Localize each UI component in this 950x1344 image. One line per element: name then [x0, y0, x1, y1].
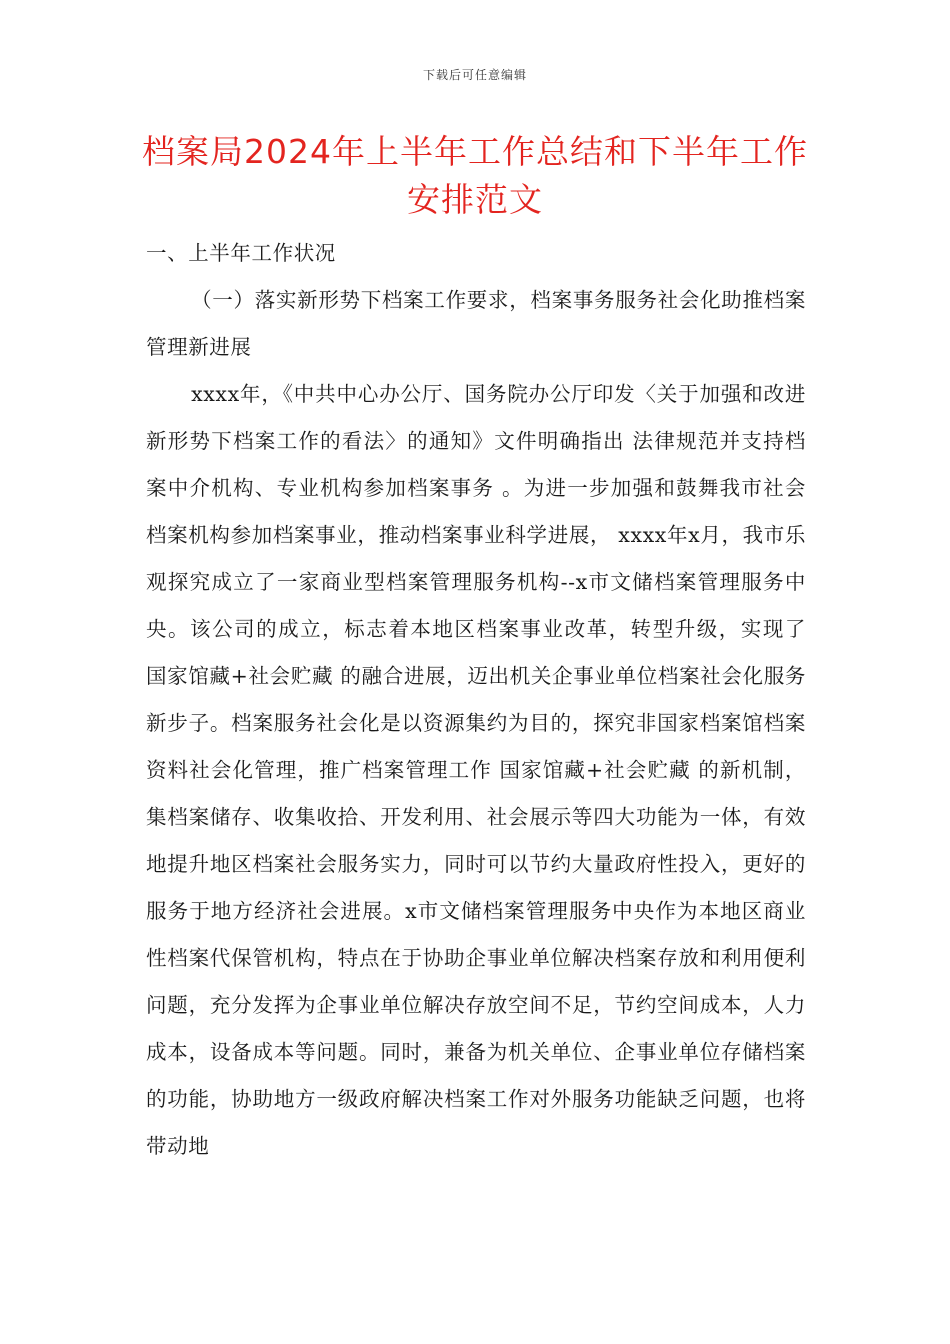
document-title: 档案局2024年上半年工作总结和下半年工作安排范文 [142, 132, 808, 219]
section-heading: 一、上半年工作状况 [146, 241, 336, 265]
subsection-heading: （一）落实新形势下档案工作要求，档案事务服务社会化助推档案管理新进展 [146, 288, 806, 359]
document-body [146, 230, 806, 1170]
body-paragraph: xxxx年，《中共中心办公厅、国务院办公厅印发〈关于加强和改进新形势下档案工作的看法〉的通知》文件明确指出 法律规范并支持档案中介机构、专业机构参加档案事务 。为进一步加强和鼓舞我市社会档案机构参加档案事业，推动档案事业科学进展， xxxx年x月，我市乐观探究成立了一家商业型档案管理服务机构--x市文储档案管理服务中央。该公司的成立，标志着本地区档案事业改革，转型升级，实现了 国家馆藏+社会贮藏 的融合进展，迈出机关企事业单位档案社会化服务新步子。档案服务社会化是以资源集约为目的，探究非国家档案馆档案资料社会化管理，推广档案管理工作 国家馆藏+社会贮藏 的新机制，集档案储存、收集收拾、开发利用、社会展示等四大功能为一体，有效地提升地区档案社会服务实力，同时可以节约大量政府性投入，更好的服务于地方经济社会进展。x市文储档案管理服务中央作为本地区商业性档案代保管机构，特点在于协助企事业单位解决档案存放和利用便利问题，充分发挥为企事业单位解决存放空间不足，节约空间成本，人力成本，设备成本等问题。同时，兼备为机关单位、企事业单位存储档案的功能，协助地方一级政府解决档案工作对外服务功能缺乏问题，也将带动地 [146, 382, 806, 1158]
header-note: 下载后可任意编辑 [422, 68, 527, 82]
